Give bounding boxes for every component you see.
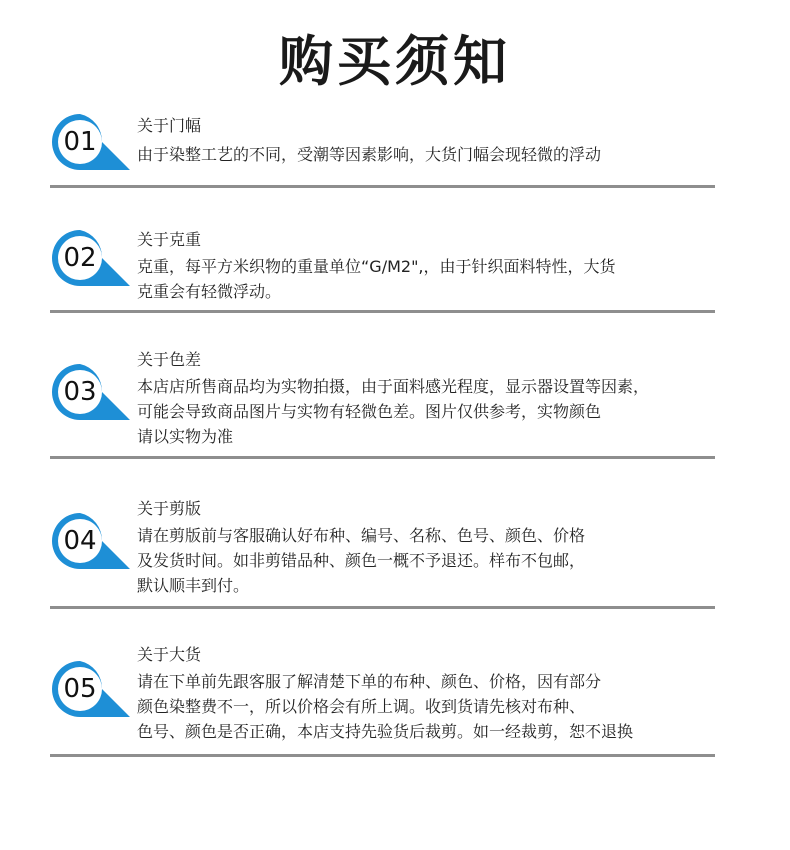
item-line: 本店店所售商品均为实物拍摄，由于面料感光程度，显示器设置等因素， xyxy=(137,377,650,396)
badge-number: 05 xyxy=(63,674,97,704)
item-line: 可能会导致商品图片与实物有轻微色差。图片仅供参考，实物颜色 xyxy=(137,402,602,421)
item-body xyxy=(137,523,717,598)
item-heading: 关于大货 xyxy=(137,645,202,664)
item-line: 默认顺丰到付。 xyxy=(137,576,250,595)
item-body xyxy=(137,142,717,167)
item-line: 色号、颜色是否正确，本店支持先验货后裁剪。如一经裁剪，恕不退换 xyxy=(137,722,634,741)
item-heading: 关于门幅 xyxy=(137,116,202,135)
number-badge xyxy=(50,362,130,422)
item-line: 及发货时间。如非剪错品种、颜色一概不予退还。样布不包邮， xyxy=(137,551,586,570)
divider xyxy=(50,456,715,459)
item-body xyxy=(137,254,717,304)
divider xyxy=(50,310,715,313)
divider xyxy=(50,754,715,757)
item-line: 颜色染整费不一，所以价格会有所上调。收到货请先核对布种、 xyxy=(137,697,586,716)
item-body xyxy=(137,374,717,449)
badge-number: 01 xyxy=(63,127,97,157)
item-body xyxy=(137,669,717,744)
badge-number: 03 xyxy=(63,377,97,407)
item-heading: 关于克重 xyxy=(137,230,202,249)
item-heading: 关于色差 xyxy=(137,350,202,369)
item-line: 克重，每平方米织物的重量单位“G/M2",，由于针织面料特性，大货 xyxy=(137,257,616,276)
item-line: 请在剪版前与客服确认好布种、编号、名称、色号、颜色、价格 xyxy=(137,526,586,545)
item-line: 克重会有轻微浮动。 xyxy=(137,282,282,301)
number-badge xyxy=(50,228,130,288)
item-line: 请以实物为准 xyxy=(137,427,234,446)
divider xyxy=(50,606,715,609)
page-title: 购买须知 xyxy=(279,30,511,93)
number-badge xyxy=(50,659,130,719)
item-line: 请在下单前先跟客服了解清楚下单的布种、颜色、价格，因有部分 xyxy=(137,672,602,691)
item-line: 由于染整工艺的不同，受潮等因素影响，大货门幅会现轻微的浮动 xyxy=(137,145,602,164)
divider xyxy=(50,185,715,188)
item-heading: 关于剪版 xyxy=(137,499,202,518)
badge-number: 04 xyxy=(63,526,97,556)
badge-number: 02 xyxy=(63,243,97,273)
number-badge xyxy=(50,112,130,172)
number-badge xyxy=(50,511,130,571)
